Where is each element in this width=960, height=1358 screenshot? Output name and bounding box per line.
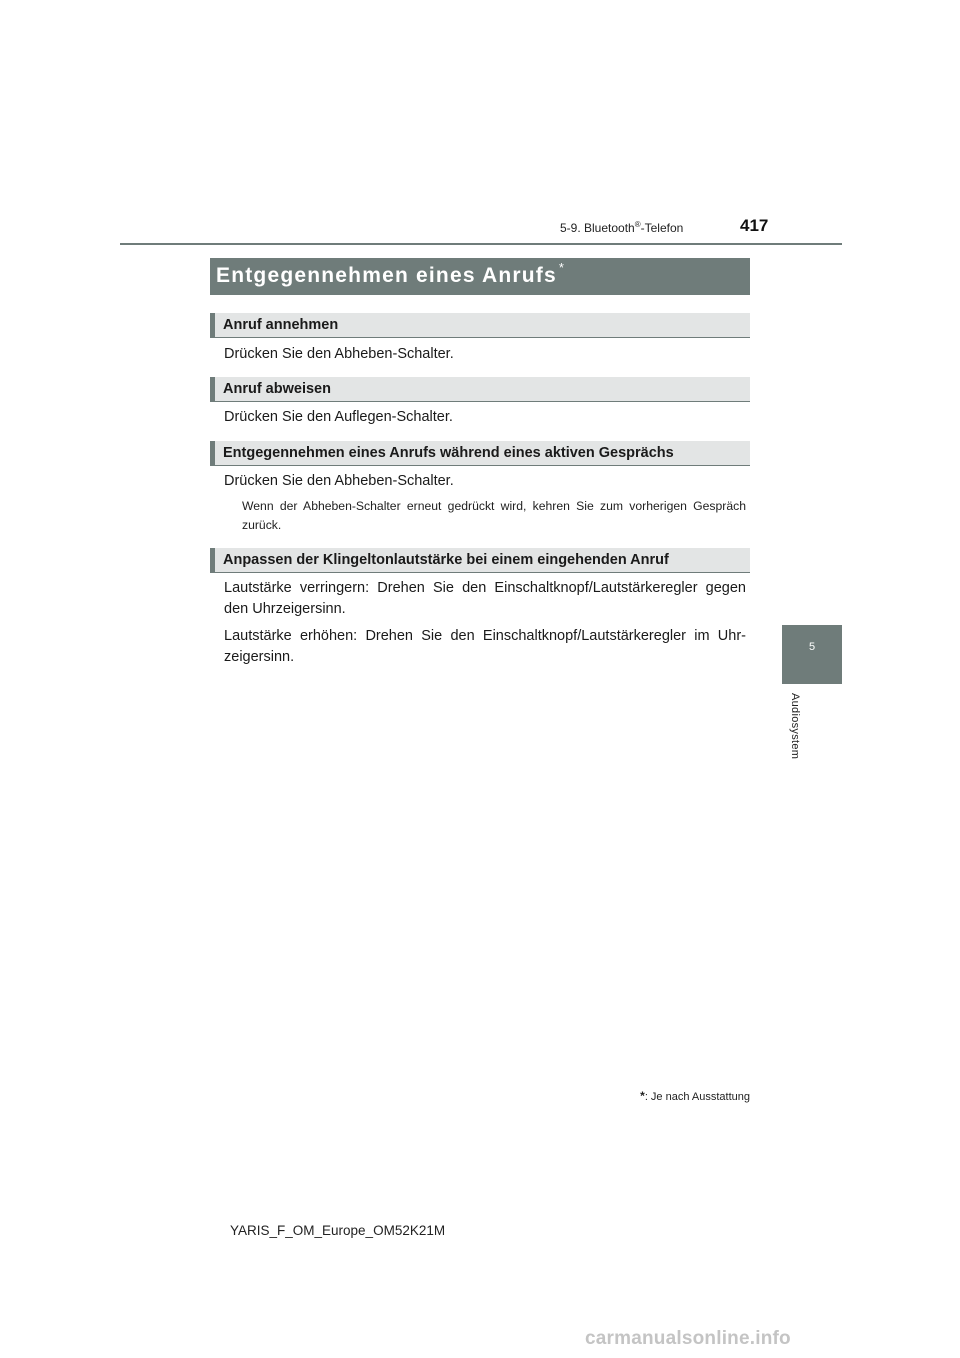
subheading-aktives-gespraech: Entgegennehmen eines Anrufs während eines aktiven Gesprächs — [210, 441, 750, 466]
page-number: 417 — [740, 216, 769, 235]
watermark: carmanualsonline.info — [585, 1328, 791, 1349]
asterisk-icon: * — [640, 1089, 645, 1103]
asterisk-icon: * — [558, 260, 566, 275]
chapter-tab: 5 — [782, 625, 842, 684]
body-paragraph: Lautstärke erhöhen: Drehen Sie den Einschaltknopf/Lautstärkeregler im Uhr-zeigersinn. — [224, 628, 746, 665]
footer-document-code: YARIS_F_OM_Europe_OM52K21M — [230, 1223, 446, 1238]
body-paragraph: Lautstärke verringern: Drehen Sie den Einschaltknopf/Lautstärkeregler gegen den Uhrzeigersinn. — [224, 580, 746, 617]
main-heading: Entgegennehmen eines Anrufs * — [210, 258, 750, 295]
header-divider — [120, 243, 842, 245]
subheading-anruf-abweisen: Anruf abweisen — [210, 377, 750, 402]
chapter-label: Audiosystem — [789, 693, 801, 760]
note-paragraph: Wenn der Abheben-Schalter erneut gedrückt wird, kehren Sie zum vorherigen Gespräch zurück. — [242, 499, 746, 532]
body-paragraph: Drücken Sie den Auflegen-Schalter. — [224, 409, 453, 425]
subheading-klingeltonlautstaerke: Anpassen der Klingeltonlautstärke bei einem eingehenden Anruf — [210, 548, 750, 573]
footnote: *: Je nach Ausstattung — [640, 1089, 750, 1103]
body-paragraph: Drücken Sie den Abheben-Schalter. — [224, 346, 454, 362]
subheading-anruf-annehmen: Anruf annehmen — [210, 313, 750, 338]
body-paragraph: Drücken Sie den Abheben-Schalter. — [224, 473, 454, 489]
section-reference: 5-9. Bluetooth®-Telefon — [560, 220, 684, 235]
